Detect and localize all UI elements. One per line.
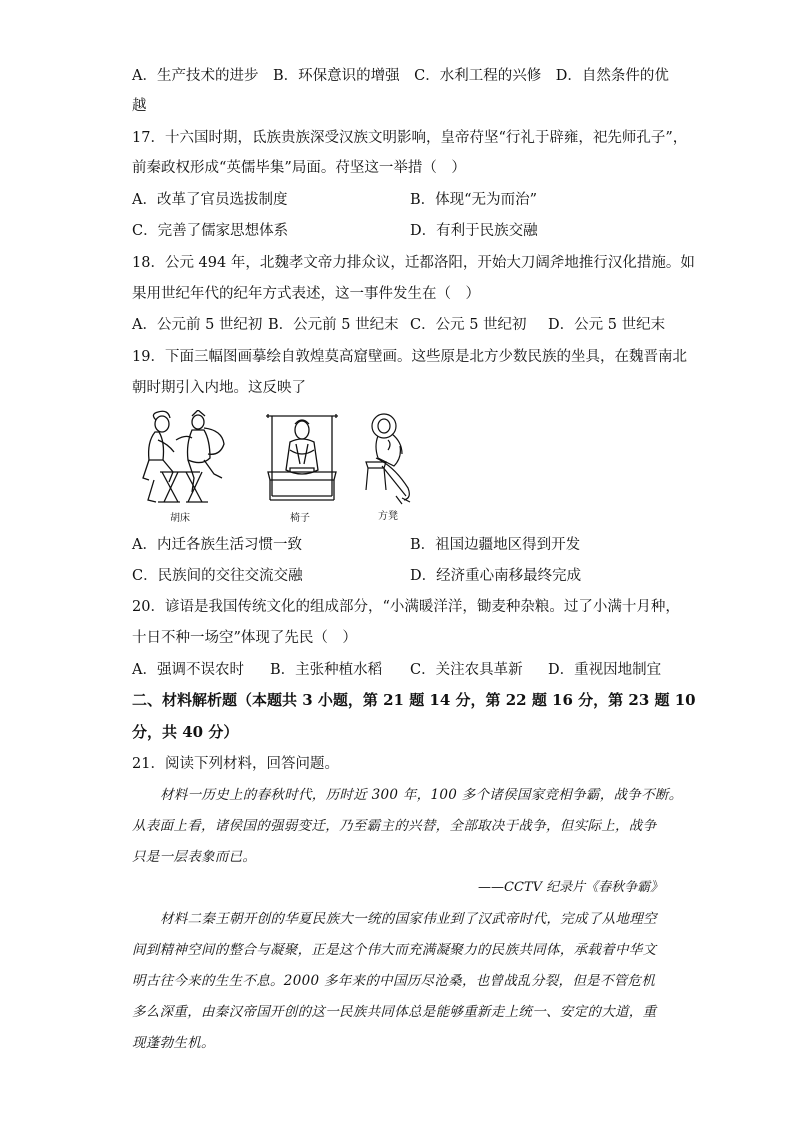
q21-stem: 21．阅读下列材料，回答问题。 [132, 756, 339, 772]
material1-line1: 材料一历史上的春秋时代，历时近 300 年，100 多个诸侯国家竞相争霸，战争不断。 [160, 787, 683, 803]
chair-illustration [262, 410, 342, 510]
q17-option-a: A．改革了官员选拔制度 [132, 192, 288, 208]
q19-option-a: A．内迁各族生活习惯一致 [132, 537, 302, 553]
material1-source: ——CCTV 纪录片《春秋争霸》 [478, 880, 664, 895]
q18-option-a: A．公元前 5 世纪初 [132, 317, 263, 333]
caption-chair: 椅子 [290, 513, 310, 524]
section2-title-line2: 分，共 40 分） [132, 723, 239, 741]
q18-option-c: C．公元 5 世纪初 [410, 317, 527, 333]
caption-hu-bed: 胡床 [170, 513, 190, 524]
q17-stem-line1: 17．十六国时期，氐族贵族深受汉族文明影响，皇帝苻坚“行礼于辟雍，祀先师孔子”， [132, 130, 688, 146]
material1-line2: 从表面上看，诸侯国的强弱变迁，乃至霸主的兴替，全部取决于战争，但实际上，战争 [132, 818, 657, 834]
q18-stem-line1: 18．公元 494 年，北魏孝文帝力排众议，迁都洛阳，开始大刀阔斧地推行汉化措施。如 [132, 255, 695, 271]
q19-option-c: C．民族间的交往交流交融 [132, 568, 303, 584]
q20-stem-line1: 20．谚语是我国传统文化的组成部分，“小满暖洋洋，锄麦种杂粮。过了小满十月种， [132, 599, 680, 615]
q19-option-d: D．经济重心南移最终完成 [410, 568, 582, 584]
q17-option-b: B．体现“无为而治” [410, 192, 537, 208]
q19-stem-line1: 19．下面三幅图画摹绘自敦煌莫高窟壁画。这些原是北方少数民族的坐具，在魏晋南北 [132, 349, 687, 365]
material2-line2: 间到精神空间的整合与凝聚，正是这个伟大而充满凝聚力的民族共同体，承载着中华文 [132, 942, 657, 958]
q20-option-c: C．关注农具革新 [410, 662, 523, 678]
q17-option-d: D．有利于民族交融 [410, 223, 538, 239]
q19-stem-line2: 朝时期引入内地。这反映了 [132, 380, 306, 396]
section2-title-line1: 二、材料解析题（本题共 3 小题，第 21 题 14 分，第 22 题 16 分，第 23 题 10 [132, 691, 696, 709]
q20-option-a: A．强调不误农时 [132, 662, 244, 678]
q20-stem-line2: 十日不种一场空”体现了先民（ ） [132, 630, 357, 646]
q20-option-d: D．重视因地制宜 [548, 662, 662, 678]
material2-line4: 多么深重，由秦汉帝国开创的这一民族共同体总是能够重新走上统一、安定的大道，重 [132, 1004, 657, 1020]
material2-line1: 材料二秦王朝开创的华夏民族大一统的国家伟业到了汉武帝时代，完成了从地理空 [160, 911, 657, 927]
q18-option-d: D．公元 5 世纪末 [548, 317, 666, 333]
q18-option-b: B．公元前 5 世纪末 [268, 317, 399, 333]
q18-stem-line2: 果用世纪年代的纪年方式表述，这一事件发生在（ ） [132, 286, 480, 302]
q17-stem-line2: 前秦政权形成“英儒毕集”局面。苻坚这一举措（ ） [132, 160, 466, 176]
q16-options-tail: 越 [132, 98, 147, 114]
q20-option-b: B．主张种植水稻 [270, 662, 383, 678]
q17-option-c: C．完善了儒家思想体系 [132, 223, 289, 239]
hu-bed-illustration [132, 410, 232, 510]
q16-options: A．生产技术的进步 B．环保意识的增强 C．水利工程的兴修 D．自然条件的优 [132, 68, 669, 84]
material2-line5: 现蓬勃生机。 [132, 1035, 215, 1051]
q19-option-b: B．祖国边疆地区得到开发 [410, 537, 581, 553]
square-stool-illustration [362, 410, 422, 510]
material2-line3: 明古往今来的生生不息。2000 多年来的中国历尽沧桑，也曾战乱分裂，但是不管危机 [132, 973, 656, 989]
caption-square-stool: 方凳 [378, 511, 398, 522]
material1-line3: 只是一层表象而已。 [132, 849, 257, 865]
